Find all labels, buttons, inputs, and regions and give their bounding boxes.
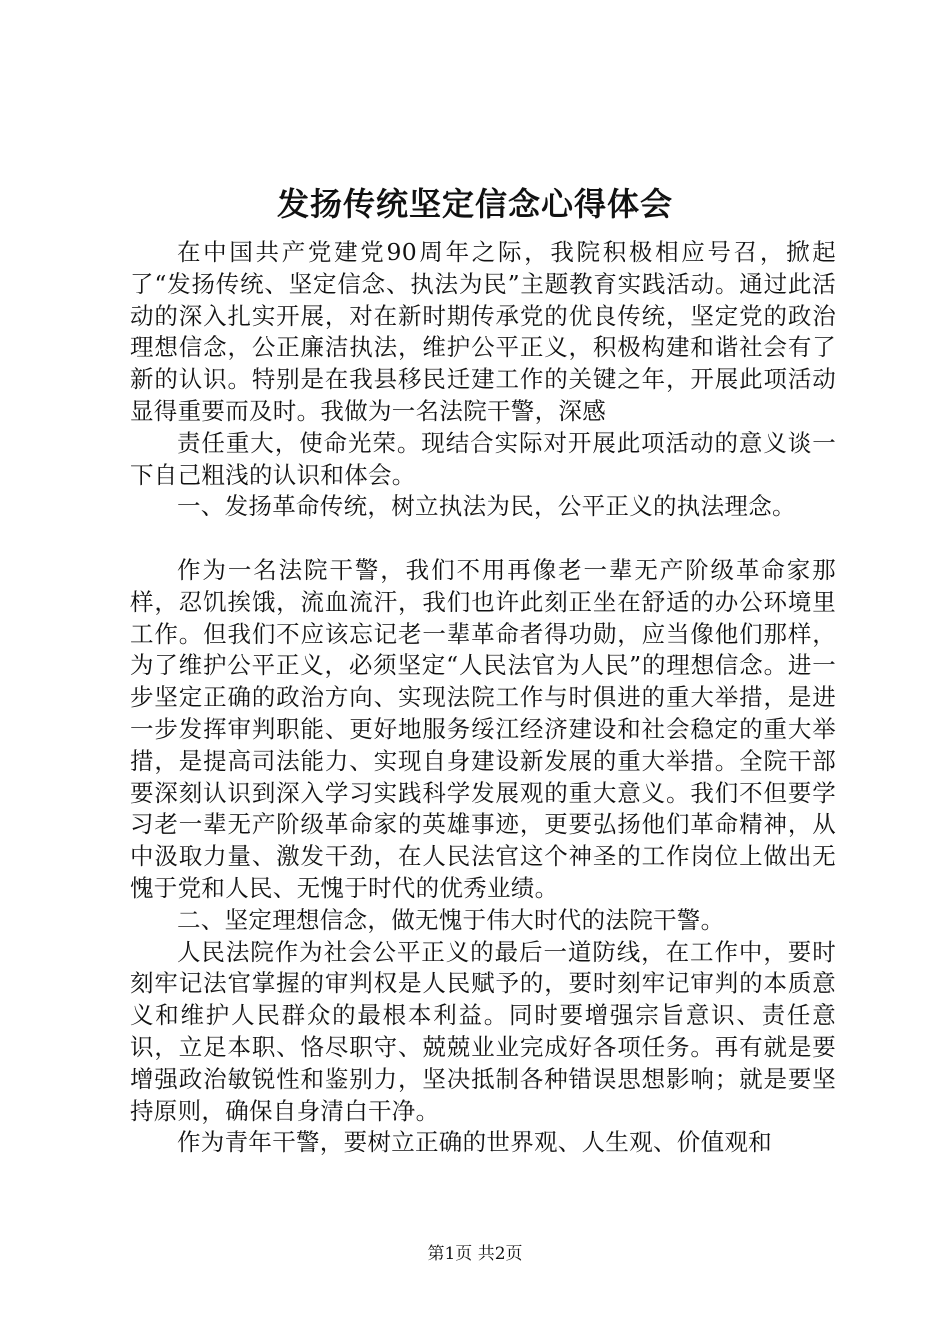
paragraph-young-officers: 作为青年干警，要树立正确的世界观、人生观、价值观和 bbox=[177, 1128, 772, 1157]
page-footer: 第1页 共2页 bbox=[427, 1244, 523, 1264]
document-body bbox=[130, 237, 836, 1159]
section-heading-1: 一、发扬革命传统，树立执法为民，公平正义的执法理念。 bbox=[177, 492, 796, 521]
blank-line bbox=[130, 523, 836, 555]
paragraph-intro: 在中国共产党建党90周年之际，我院积极相应号召，掀起了“发扬传统、坚定信念、执法为民”主题教育实践活动。通过此活动的深入扎实开展，对在新时期传承党的优良传统，坚定党的政治理想信念，公正廉洁执法，维护公平正义，积极构建和谐社会有了新的认识。特别是在我县移民迁建工作的关键之年，开展此项活动显得重要而及时。我做为一名法院干警，深感 bbox=[130, 238, 836, 425]
paragraph-section-2: 人民法院作为社会公平正义的最后一道防线，在工作中，要时刻牢记法官掌握的审判权是人民赋予的，要时刻牢记审判的本质意义和维护人民群众的最根本利益。同时要增强宗旨意识、责任意识，立足本职、恪尽职守、兢兢业业完成好各项任务。再有就是要增强政治敏锐性和鉴别力，坚决抵制各种错误思想影响；就是要坚持原则，确保自身清白干净。 bbox=[130, 937, 836, 1125]
paragraph-responsibility: 责任重大，使命光荣。现结合实际对开展此项活动的意义谈一下自己粗浅的认识和体会。 bbox=[130, 428, 836, 489]
section-heading-2: 二、坚定理想信念，做无愧于伟大时代的法院干警。 bbox=[177, 905, 725, 934]
document-title: 发扬传统坚定信念心得体会 bbox=[276, 185, 673, 223]
paragraph-section-1: 作为一名法院干警，我们不用再像老一辈无产阶级革命家那样，忍饥挨饿，流血流汗，我们也许此刻正坐在舒适的办公环境里工作。但我们不应该忘记老一辈革命者得功勋，应当像他们那样，为了维护公平正义，必须坚定“人民法官为人民”的理想信念。进一步坚定正确的政治方向、实现法院工作与时俱进的重大举措，是进一步发挥审判职能、更好地服务绥江经济建设和社会稳定的重大举措，是提高司法能力、实现自身建设新发展的重大举措。全院干部要深刻认识到深入学习实践科学发展观的重大意义。我们不但要学习老一辈无产阶级革命家的英雄事迹，更要弘扬他们革命精神，从中汲取力量、激发干劲，在人民法官这个神圣的工作岗位上做出无愧于党和人民、无愧于时代的优秀业绩。 bbox=[130, 555, 836, 902]
